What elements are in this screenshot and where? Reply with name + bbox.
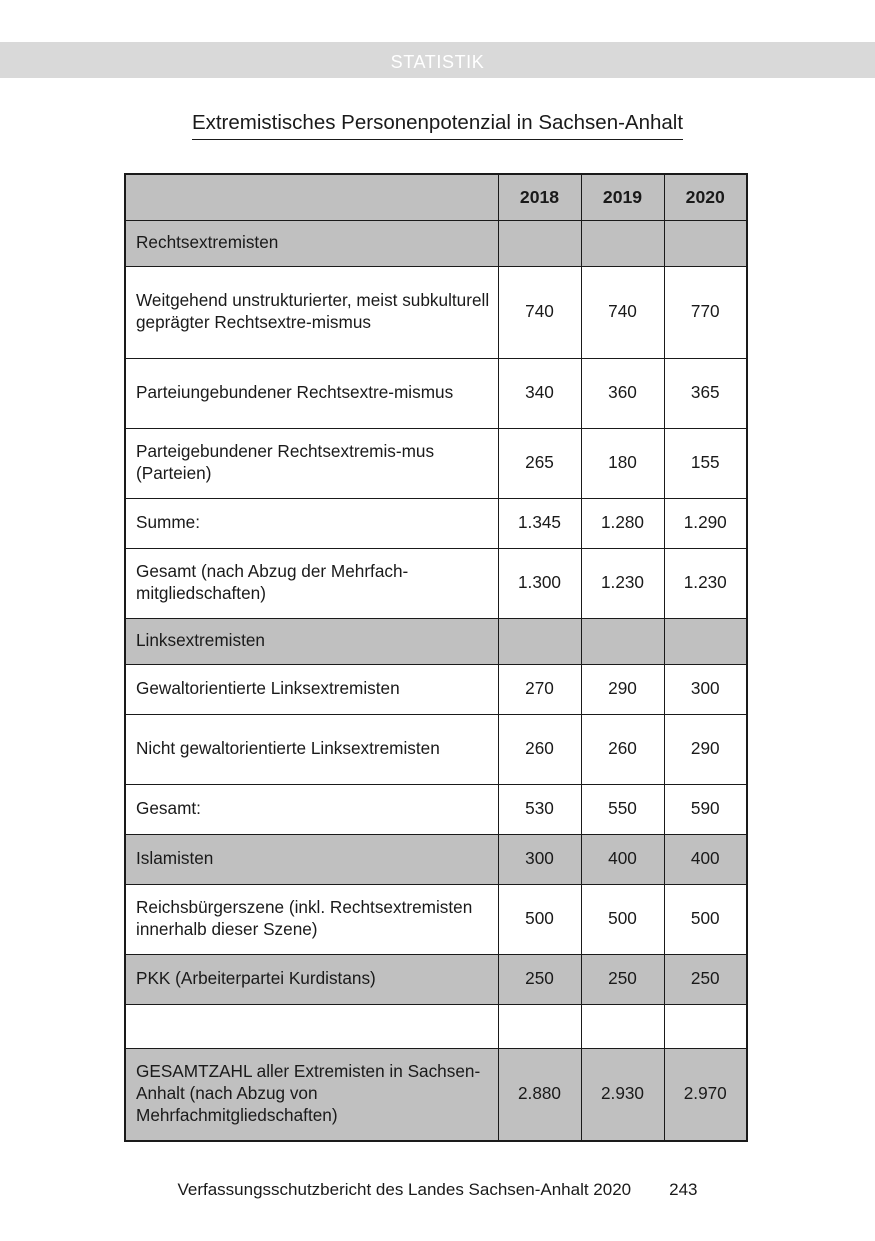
cell-2018: 260 xyxy=(498,715,581,785)
cell-2019: 2.930 xyxy=(581,1049,664,1142)
cell-2018: 2.880 xyxy=(498,1049,581,1142)
extremism-statistics-table xyxy=(124,173,748,1142)
table-row xyxy=(125,549,747,619)
table-row xyxy=(125,267,747,359)
running-head-band xyxy=(0,42,875,78)
cell-2018: 1.300 xyxy=(498,549,581,619)
cell-2019: 500 xyxy=(581,885,664,955)
table-header-row xyxy=(125,174,747,221)
cell-2019 xyxy=(581,1005,664,1049)
cell-2019 xyxy=(581,221,664,267)
table-row xyxy=(125,665,747,715)
cell-2018: 265 xyxy=(498,429,581,499)
cell-2018: 340 xyxy=(498,359,581,429)
section-label: Rechtsextremisten xyxy=(125,221,498,267)
cell-2019: 740 xyxy=(581,267,664,359)
cell-2018: 300 xyxy=(498,835,581,885)
table-row xyxy=(125,885,747,955)
cell-2020: 300 xyxy=(664,665,747,715)
cell-2018: 740 xyxy=(498,267,581,359)
column-header-2018: 2018 xyxy=(498,174,581,221)
cell-2018: 500 xyxy=(498,885,581,955)
table-row xyxy=(125,835,747,885)
table-section-row xyxy=(125,619,747,665)
cell-2018: 250 xyxy=(498,955,581,1005)
cell-2018: 1.345 xyxy=(498,499,581,549)
table-row xyxy=(125,499,747,549)
cell-2020: 2.970 xyxy=(664,1049,747,1142)
cell-2020: 1.230 xyxy=(664,549,747,619)
row-label: Gesamt: xyxy=(125,785,498,835)
table-caption xyxy=(0,110,875,140)
page-number: 243 xyxy=(669,1180,698,1199)
cell-2020: 770 xyxy=(664,267,747,359)
table-row xyxy=(125,715,747,785)
cell-2020: 1.290 xyxy=(664,499,747,549)
cell-2018: 270 xyxy=(498,665,581,715)
cell-2020: 365 xyxy=(664,359,747,429)
table-caption-text: Extremistisches Personenpotenzial in Sachsen-Anhalt xyxy=(192,110,683,140)
cell-2020: 250 xyxy=(664,955,747,1005)
row-label: Parteiungebundener Rechtsextre-mismus xyxy=(125,359,498,429)
cell-2018 xyxy=(498,619,581,665)
row-label xyxy=(125,1005,498,1049)
cell-2019: 180 xyxy=(581,429,664,499)
cell-2020 xyxy=(664,221,747,267)
cell-2019: 250 xyxy=(581,955,664,1005)
row-label: PKK (Arbeiterpartei Kurdistans) xyxy=(125,955,498,1005)
cell-2019: 1.230 xyxy=(581,549,664,619)
row-label: GESAMTZAHL aller Extremisten in Sachsen-Anhalt (nach Abzug von Mehrfachmitgliedschaften) xyxy=(125,1049,498,1142)
cell-2018 xyxy=(498,1005,581,1049)
cell-2019: 260 xyxy=(581,715,664,785)
cell-2020: 590 xyxy=(664,785,747,835)
row-label: Summe: xyxy=(125,499,498,549)
table-section-row xyxy=(125,221,747,267)
cell-2020 xyxy=(664,1005,747,1049)
table-spacer-row xyxy=(125,1005,747,1049)
footer-report-title: Verfassungsschutzbericht des Landes Sachsen-Anhalt 2020 xyxy=(177,1180,632,1199)
statistics-table-wrapper xyxy=(124,173,748,1142)
section-label: Linksextremisten xyxy=(125,619,498,665)
cell-2018 xyxy=(498,221,581,267)
table-row xyxy=(125,955,747,1005)
cell-2018: 530 xyxy=(498,785,581,835)
cell-2020: 290 xyxy=(664,715,747,785)
cell-2020 xyxy=(664,619,747,665)
cell-2019 xyxy=(581,619,664,665)
cell-2019: 400 xyxy=(581,835,664,885)
cell-2019: 1.280 xyxy=(581,499,664,549)
row-label: Reichsbürgerszene (inkl. Rechtsextremisten innerhalb dieser Szene) xyxy=(125,885,498,955)
cell-2020: 400 xyxy=(664,835,747,885)
cell-2019: 360 xyxy=(581,359,664,429)
row-label: Gesamt (nach Abzug der Mehrfach-mitgliedschaften) xyxy=(125,549,498,619)
page-footer xyxy=(0,1180,875,1200)
table-body xyxy=(125,221,747,1142)
table-row xyxy=(125,429,747,499)
row-label: Nicht gewaltorientierte Linksextremisten xyxy=(125,715,498,785)
row-label: Islamisten xyxy=(125,835,498,885)
column-header-2020: 2020 xyxy=(664,174,747,221)
cell-2019: 550 xyxy=(581,785,664,835)
cell-2019: 290 xyxy=(581,665,664,715)
row-label: Parteigebundener Rechtsextremis-mus (Parteien) xyxy=(125,429,498,499)
column-header-category xyxy=(125,174,498,221)
table-row xyxy=(125,785,747,835)
table-row xyxy=(125,359,747,429)
table-row xyxy=(125,1049,747,1142)
column-header-2019: 2019 xyxy=(581,174,664,221)
cell-2020: 155 xyxy=(664,429,747,499)
row-label: Gewaltorientierte Linksextremisten xyxy=(125,665,498,715)
running-head-title: statistik xyxy=(390,44,485,74)
cell-2020: 500 xyxy=(664,885,747,955)
row-label: Weitgehend unstrukturierter, meist subkulturell geprägter Rechtsextre-mismus xyxy=(125,267,498,359)
